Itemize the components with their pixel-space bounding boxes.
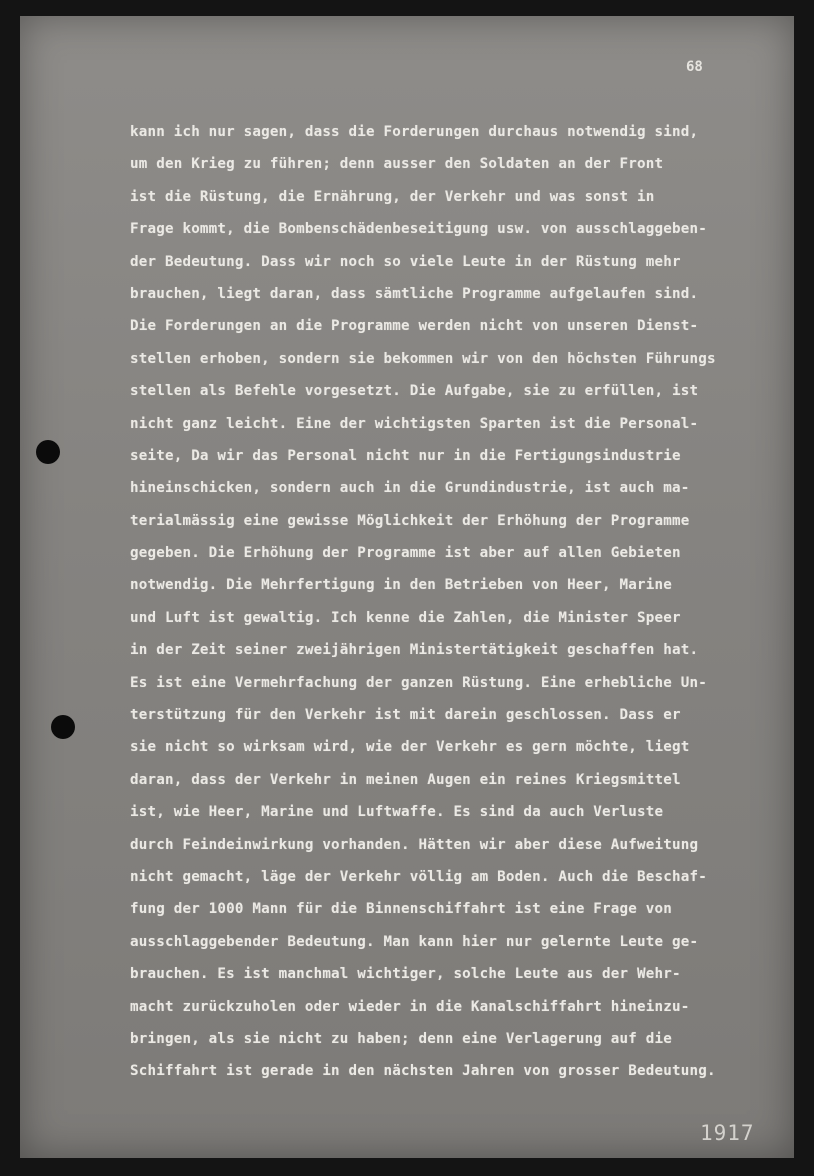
document-page (20, 16, 794, 1158)
page-number: 68 (686, 59, 703, 75)
text-line: brauchen. Es ist manchmal wichtiger, solche Leute aus der Wehr- (130, 966, 681, 983)
text-line: bringen, als sie nicht zu haben; denn eine Verlagerung auf die (130, 1030, 672, 1047)
text-line: Es ist eine Vermehrfachung der ganzen Rüstung. Eine erhebliche Un- (130, 674, 707, 691)
text-line: nicht gemacht, läge der Verkehr völlig am Boden. Auch die Beschaf- (130, 868, 707, 885)
text-line: hineinschicken, sondern auch in die Grundindustrie, ist auch ma- (130, 480, 690, 497)
text-line: notwendig. Die Mehrfertigung in den Betrieben von Heer, Marine (130, 577, 672, 594)
text-line: und Luft ist gewaltig. Ich kenne die Zahlen, die Minister Speer (130, 609, 681, 626)
text-line: macht zurückzuholen oder wieder in die Kanalschiffahrt hineinzu- (130, 998, 690, 1015)
punch-hole-top (36, 440, 60, 464)
text-line: sie nicht so wirksam wird, wie der Verkehr es gern möchte, liegt (130, 739, 690, 756)
text-line: durch Feindeinwirkung vorhanden. Hätten wir aber diese Aufweitung (130, 836, 699, 853)
punch-hole-bottom (51, 715, 75, 739)
text-line: seite, Da wir das Personal nicht nur in die Fertigungsindustrie (130, 447, 681, 464)
text-line: Frage kommt, die Bombenschädenbeseitigung usw. von ausschlaggeben- (130, 221, 707, 238)
text-line: fung der 1000 Mann für die Binnenschiffahrt ist eine Frage von (130, 901, 672, 918)
text-line: terialmässig eine gewisse Möglichkeit der Erhöhung der Programme (130, 512, 690, 529)
text-line: stellen erhoben, sondern sie bekommen wir von den höchsten Führungs (130, 350, 716, 367)
typed-body-text (130, 116, 790, 1088)
text-line: gegeben. Die Erhöhung der Programme ist aber auf allen Gebieten (130, 545, 681, 562)
text-line: ausschlaggebender Bedeutung. Man kann hier nur gelernte Leute ge- (130, 933, 699, 950)
text-line: ist, wie Heer, Marine und Luftwaffe. Es sind da auch Verluste (130, 804, 664, 821)
text-line: brauchen, liegt daran, dass sämtliche Programme aufgelaufen sind. (130, 285, 699, 302)
text-line: Die Forderungen an die Programme werden nicht von unseren Dienst- (130, 318, 699, 335)
archive-number-stamp: 1917 (700, 1121, 755, 1145)
text-line: in der Zeit seiner zweijährigen Ministertätigkeit geschaffen hat. (130, 642, 699, 659)
text-line: terstützung für den Verkehr ist mit darein geschlossen. Dass er (130, 707, 681, 724)
text-line: nicht ganz leicht. Eine der wichtigsten Sparten ist die Personal- (130, 415, 699, 432)
text-line: stellen als Befehle vorgesetzt. Die Aufgabe, sie zu erfüllen, ist (130, 383, 699, 400)
text-line: Schiffahrt ist gerade in den nächsten Jahren von grosser Bedeutung. (130, 1063, 716, 1080)
text-line: ist die Rüstung, die Ernährung, der Verkehr und was sonst in (130, 188, 655, 205)
text-line: der Bedeutung. Dass wir noch so viele Leute in der Rüstung mehr (130, 253, 681, 270)
text-line: daran, dass der Verkehr in meinen Augen ein reines Kriegsmittel (130, 771, 681, 788)
text-line: um den Krieg zu führen; denn ausser den Soldaten an der Front (130, 156, 664, 173)
text-line: kann ich nur sagen, dass die Forderungen durchaus notwendig sind, (130, 124, 699, 140)
